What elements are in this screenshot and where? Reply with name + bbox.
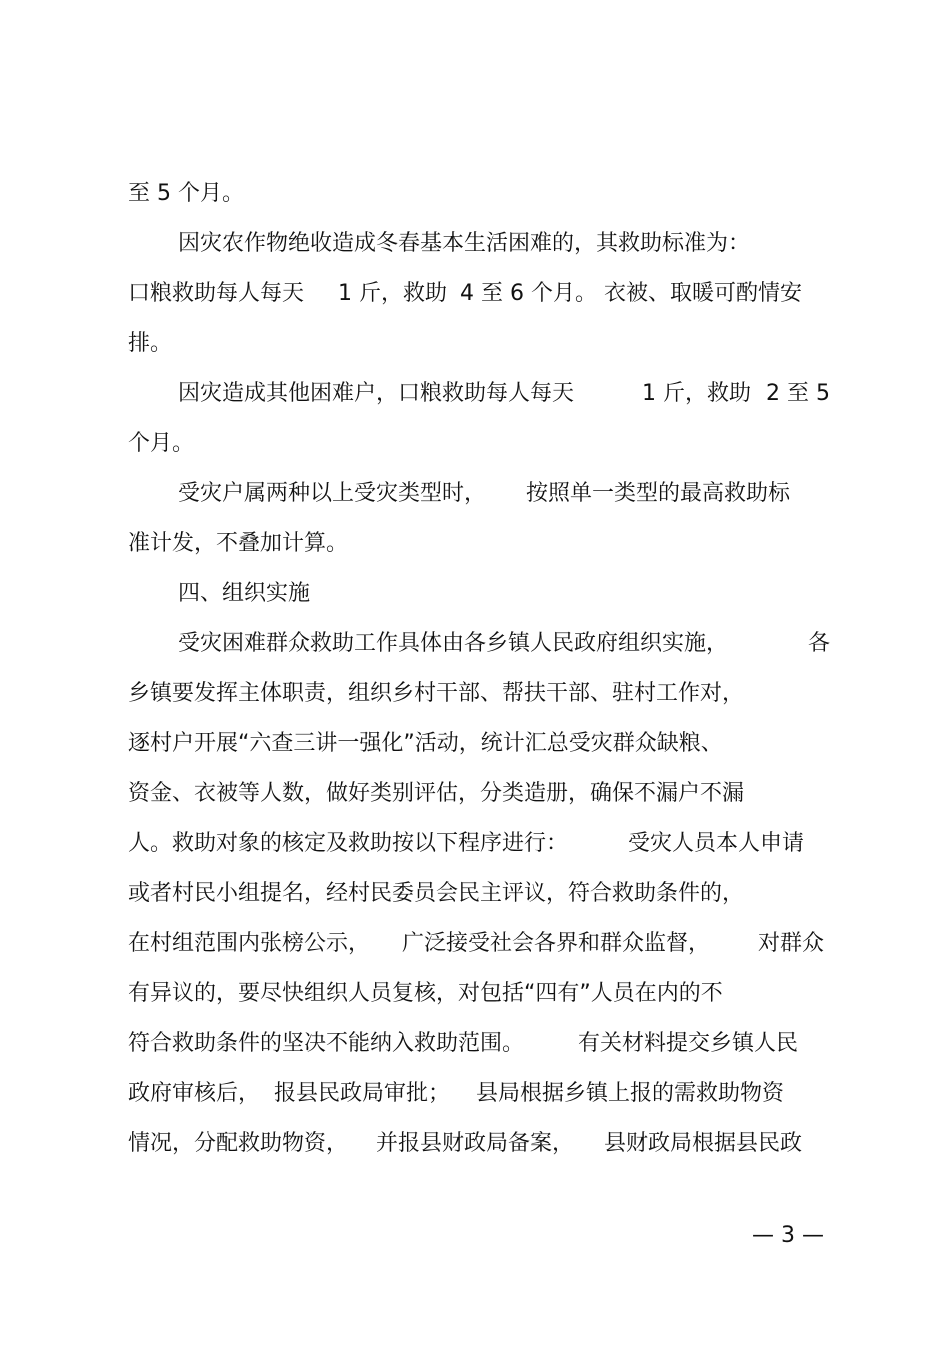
- text-line: [0, 924, 950, 964]
- text-line: [0, 874, 950, 914]
- text-line: [0, 174, 950, 214]
- text-line: [0, 1124, 950, 1164]
- text-segment: 1 斤，救助: [642, 381, 751, 406]
- text-line: [0, 1074, 950, 1114]
- text-segment: 4 至 6 个月。 衣被、取暖可酌情安: [460, 281, 802, 306]
- text-segment: 各: [808, 631, 831, 656]
- text-segment: 按照单一类型的最高救助标: [526, 481, 791, 506]
- text-segment: 乡镇要发挥主体职责，组织乡村干部、帮扶干部、驻村工作对，: [128, 681, 745, 706]
- text-segment: 资金、衣被等人数，做好类别评估，分类造册，确保不漏户不漏: [128, 781, 745, 806]
- text-line: [0, 674, 950, 714]
- text-segment: 有异议的，要尽快组织人员复核，对包括“四有”人员在内的不: [128, 981, 723, 1006]
- text-line: [0, 1024, 950, 1064]
- text-line: [0, 374, 950, 414]
- text-line: [0, 274, 950, 314]
- text-segment: 2 至 5: [766, 381, 830, 406]
- text-line: [0, 524, 950, 564]
- text-line: [0, 824, 950, 864]
- text-segment: 县局根据乡镇上报的需救助物资: [476, 1081, 785, 1106]
- text-line: [0, 224, 950, 264]
- text-segment: 符合救助条件的坚决不能纳入救助范围。: [128, 1031, 525, 1056]
- text-segment: 对群众: [758, 931, 825, 956]
- text-segment: 在村组范围内张榜公示，: [128, 931, 371, 956]
- text-segment: 或者村民小组提名，经村民委员会民主评议，符合救助条件的，: [128, 881, 745, 906]
- text-segment: 受灾人员本人申请: [628, 831, 805, 856]
- text-line: [0, 774, 950, 814]
- text-segment: 报县民政局审批；: [274, 1081, 451, 1106]
- text-segment: 至 5 个月。: [128, 181, 244, 206]
- text-segment: 有关材料提交乡镇人民: [578, 1031, 799, 1056]
- text-segment: 准计发，不叠加计算。: [128, 531, 349, 556]
- text-segment: 1 斤，救助: [338, 281, 447, 306]
- text-segment: 四、组织实施: [178, 581, 311, 606]
- text-line: [0, 424, 950, 464]
- text-segment: 个月。: [128, 431, 195, 456]
- text-segment: 受灾户属两种以上受灾类型时，: [178, 481, 487, 506]
- text-line: [0, 624, 950, 664]
- text-segment: 口粮救助每人每天: [128, 281, 305, 306]
- text-line: [0, 724, 950, 764]
- text-line: [0, 974, 950, 1014]
- text-segment: 人。救助对象的核定及救助按以下程序进行：: [128, 831, 569, 856]
- text-segment: 因灾造成其他困难户，口粮救助每人每天: [178, 381, 575, 406]
- text-line: [0, 324, 950, 364]
- text-segment: 县财政局根据县民政: [604, 1131, 803, 1156]
- section-heading: [0, 574, 950, 614]
- text-segment: 情况，分配救助物资，: [128, 1131, 349, 1156]
- page-number: — 3 —: [752, 1223, 824, 1248]
- text-line: [0, 474, 950, 514]
- text-segment: 因灾农作物绝收造成冬春基本生活困难的，其救助标准为：: [178, 231, 751, 256]
- text-segment: 广泛接受社会各界和群众监督，: [402, 931, 711, 956]
- text-segment: 受灾困难群众救助工作具体由各乡镇人民政府组织实施，: [178, 631, 729, 656]
- text-segment: 逐村户开展“六查三讲一强化”活动，统计汇总受灾群众缺粮、: [128, 731, 723, 756]
- text-segment: 并报县财政局备案，: [376, 1131, 575, 1156]
- text-segment: 排。: [128, 331, 173, 356]
- text-segment: 政府审核后，: [128, 1081, 261, 1106]
